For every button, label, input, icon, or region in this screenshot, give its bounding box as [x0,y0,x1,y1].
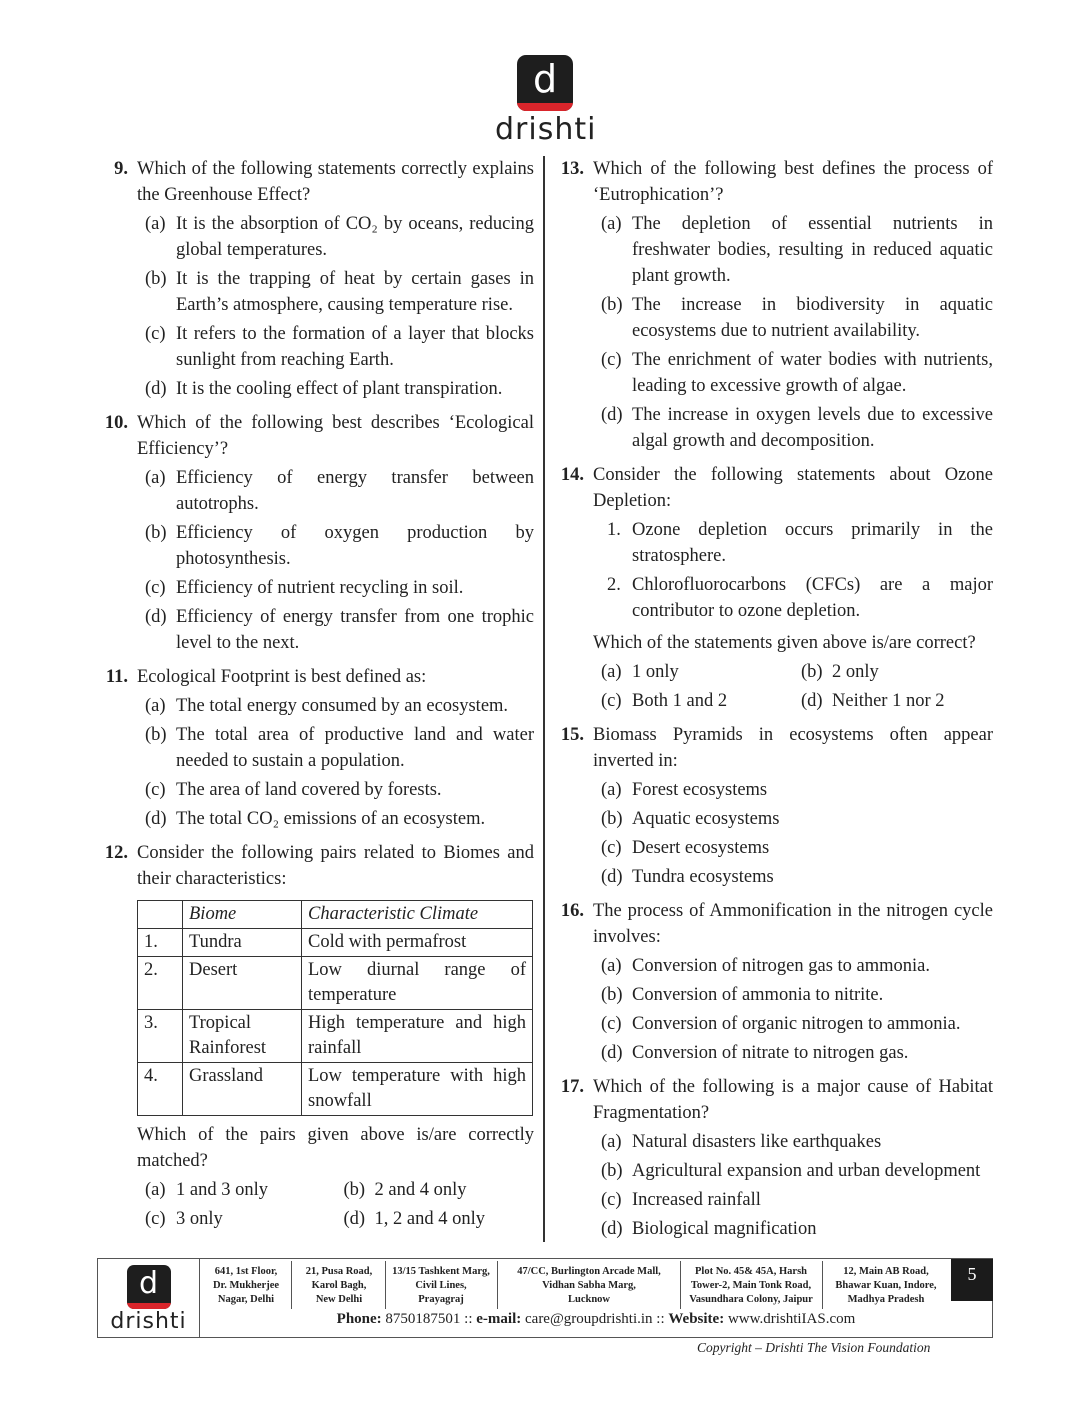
drishti-logo-icon: d [517,55,573,111]
address-block: 21, Pusa Road, Karol Bagh, New Delhi [305,1266,373,1305]
question-12: 12. Consider the following pairs related to Biomes and their characteristics: Biome Characteristic Climate 1. Tundra Cold with permafrost 2. Desert Low diurnal range of temperature 3. Tropical Rainforest High temperature and high rainfall 4. Grassland Low temperature with high snowfall Which of the pairs given above is/are correctly matched? (a) 1 and 3 only (b) 2 and 4 only (c) 3 only (d) 1, 2 and 4 only [100,840,534,1232]
option: (c) Desert ecosystems [601,838,770,858]
question-text: Ecological Footprint is best defined as: [137,667,427,687]
option: (b) 2 and 4 only [343,1180,467,1200]
options-grid [593,656,993,714]
right-column [556,156,993,1250]
question-9: 9. Which of the following statements correctly explains the Greenhouse Effect? (a) It is the absorption of CO₂ by oceans, reducing global temperatures. (b) It is the trapping of heat by certain gases in Earth’s atmosphere, causing temperature rise. (c) It refers to the formation of a layer that blocks sunlight from reaching Earth. (d) It is the cooling effect of plant transpiration. [100,156,534,402]
option: (c) 3 only [145,1209,223,1229]
question-14: 14. Consider the following statements about Ozone Depletion: 1. Ozone depletion occurs primarily in the stratosphere. 2. Chlorofluorocarbons (CFCs) are a major contributor to ozone depletion. Which of the statements given above is/are correct? (a) 1 only (b) 2 only (c) Both 1 and 2 (d) Neither 1 nor 2 [556,462,993,714]
footer-logo: d drishti [98,1259,200,1337]
question-13: 13. Which of the following best defines the process of ‘Eutrophication’? (a) The depletion of essential nutrients in freshwater bodies, resulting in reduced aquatic plant growth. (b) The increase in biodiversity in aquatic ecosystems due to nutrient availability. (c) The enrichment of water bodies with nutrients, leading to excessive growth of algae. (d) The increase in oxygen levels due to excessive algal growth and decomposition. [556,156,993,454]
option: (d) Efficiency of energy transfer from one trophic level to the next. [145,607,534,653]
question-10: 10. Which of the following best describes ‘Ecological Efficiency’? (a) Efficiency of energy transfer between autotrophs. (b) Efficiency of oxygen production by photosynthesis. (c) Efficiency of nutrient recycling in soil. (d) Efficiency of energy transfer from one trophic level to the next. [100,410,534,656]
option: (c) The enrichment of water bodies with nutrients, leading to excessive growth of algae. [601,350,993,396]
option: (a) 1 and 3 only [145,1180,268,1200]
options-grid [137,1174,534,1232]
page-number: 5 [951,1259,993,1301]
address-block: 13/15 Tashkent Marg, Civil Lines, Prayagraj [392,1266,490,1305]
website-link[interactable]: www.drishtiIAS.com [727,1311,856,1327]
contact-line: Phone: 8750187501 :: e-mail: care@groupdrishti.in :: Website: www.drishtiIAS.com [336,1311,856,1327]
table-row: 4. Grassland Low temperature with high snowfall [138,1063,533,1116]
option: (a) Natural disasters like earthquakes [601,1132,882,1152]
option: (a) It is the absorption of CO₂ by oceans, reducing global temperatures. [145,214,534,260]
logo-wordmark: drishti [495,112,597,147]
question-17: 17. Which of the following is a major cause of Habitat Fragmentation? (a) Natural disasters like earthquakes (b) Agricultural expansion and urban development (c) Increased rainfall (d) Biological magnification [556,1074,993,1242]
option: (c) It refers to the formation of a layer that blocks sunlight from reaching Earth. [145,324,534,370]
question-prompt: Which of the statements given above is/are correct? [593,633,976,653]
header-logo [495,55,595,147]
option: (d) 1, 2 and 4 only [343,1209,485,1229]
statement: 2. Chlorofluorocarbons (CFCs) are a major contributor to ozone depletion. [607,575,993,621]
option: (a) Conversion of nitrogen gas to ammonia. [601,956,931,976]
question-text: Which of the following statements correctly explains the Greenhouse Effect? [137,159,534,205]
table-row: 3. Tropical Rainforest High temperature and high rainfall [138,1010,533,1063]
option: (d) It is the cooling effect of plant transpiration. [145,379,503,399]
address-block: Plot No. 45& 45A, Harsh Tower-2, Main Tonk Road, Vasundhara Colony, Jaipur [689,1266,813,1305]
drishti-logo-icon: d [127,1265,171,1309]
option: (b) Agricultural expansion and urban development [601,1161,981,1181]
question-text: Which of the following best defines the process of ‘Eutrophication’? [593,159,993,205]
option: (d) Conversion of nitrate to nitrogen gas. [601,1043,909,1063]
question-text: Biomass Pyramids in ecosystems often appear inverted in: [593,725,993,771]
option: (b) The total area of productive land and water needed to sustain a population. [145,725,534,771]
footer [97,1258,993,1338]
address-block: 641, 1st Floor, Dr. Mukherjee Nagar, Delhi [212,1266,280,1305]
option: (d) The increase in oxygen levels due to excessive algal growth and decomposition. [601,405,993,451]
option: (a) 1 only [601,662,679,682]
address-block: 12, Main AB Road, Bhawar Kuan, Indore, Madhya Pradesh [835,1266,937,1305]
column-divider [543,156,545,1242]
question-11: 11. Ecological Footprint is best defined as: (a) The total energy consumed by an ecosystem. (b) The total area of productive land and water needed to sustain a population. (c) The area of land covered by forests. (d) The total CO₂ emissions of an ecosystem. [100,664,534,832]
statement: 1. Ozone depletion occurs primarily in the stratosphere. [607,520,993,566]
option: (a) The depletion of essential nutrients in freshwater bodies, resulting in reduced aquatic plant growth. [601,214,993,286]
copyright: Copyright – Drishti The Vision Foundation [697,1340,931,1355]
email-link[interactable]: care@groupdrishti.in [525,1311,653,1327]
option: (c) Both 1 and 2 [601,691,728,711]
option: (d) Neither 1 nor 2 [801,691,945,711]
table-row: 1. Tundra Cold with permafrost [138,929,533,957]
option: (b) The increase in biodiversity in aquatic ecosystems due to nutrient availability. [601,295,993,341]
option: (b) Conversion of ammonia to nitrite. [601,985,884,1005]
question-text: The process of Ammonification in the nitrogen cycle involves: [593,901,993,947]
question-16: 16. The process of Ammonification in the nitrogen cycle involves: (a) Conversion of nitrogen gas to ammonia. (b) Conversion of ammonia to nitrite. (c) Conversion of organic nitrogen to ammonia. (d) Conversion of nitrate to nitrogen gas. [556,898,993,1066]
option: (a) Forest ecosystems [601,780,768,800]
question-text: Consider the following pairs related to Biomes and their characteristics: [137,843,534,889]
option: (d) Tundra ecosystems [601,867,774,887]
option: (c) Efficiency of nutrient recycling in soil. [145,578,464,598]
question-text: Which of the following best describes ‘Ecological Efficiency’? [137,413,534,459]
option: (d) The total CO₂ emissions of an ecosystem. [145,809,486,829]
option: (b) Aquatic ecosystems [601,809,780,829]
left-column [100,156,534,1240]
question-prompt: Which of the pairs given above is/are correctly matched? [137,1125,534,1171]
option: (c) Increased rainfall [601,1190,761,1210]
biome-table [137,900,533,1116]
option: (b) Efficiency of oxygen production by photosynthesis. [145,523,534,569]
option: (d) Biological magnification [601,1219,817,1239]
address-block: 47/CC, Burlington Arcade Mall, Vidhan Sabha Marg, Lucknow [517,1266,661,1305]
option: (c) Conversion of organic nitrogen to ammonia. [601,1014,961,1034]
question-text: Consider the following statements about Ozone Depletion: [593,465,993,511]
option: (b) It is the trapping of heat by certain gases in Earth’s atmosphere, causing temperature rise. [145,269,534,315]
option: (c) The area of land covered by forests. [145,780,442,800]
table-row: 2. Desert Low diurnal range of temperature [138,957,533,1010]
option: (a) Efficiency of energy transfer between autotrophs. [145,468,534,514]
table-header-row: Biome Characteristic Climate [138,901,533,929]
option: (b) 2 only [801,662,879,682]
option: (a) The total energy consumed by an ecosystem. [145,696,509,716]
question-15: 15. Biomass Pyramids in ecosystems often appear inverted in: (a) Forest ecosystems (b) Aquatic ecosystems (c) Desert ecosystems (d) Tundra ecosystems [556,722,993,890]
question-text: Which of the following is a major cause of Habitat Fragmentation? [593,1077,993,1123]
